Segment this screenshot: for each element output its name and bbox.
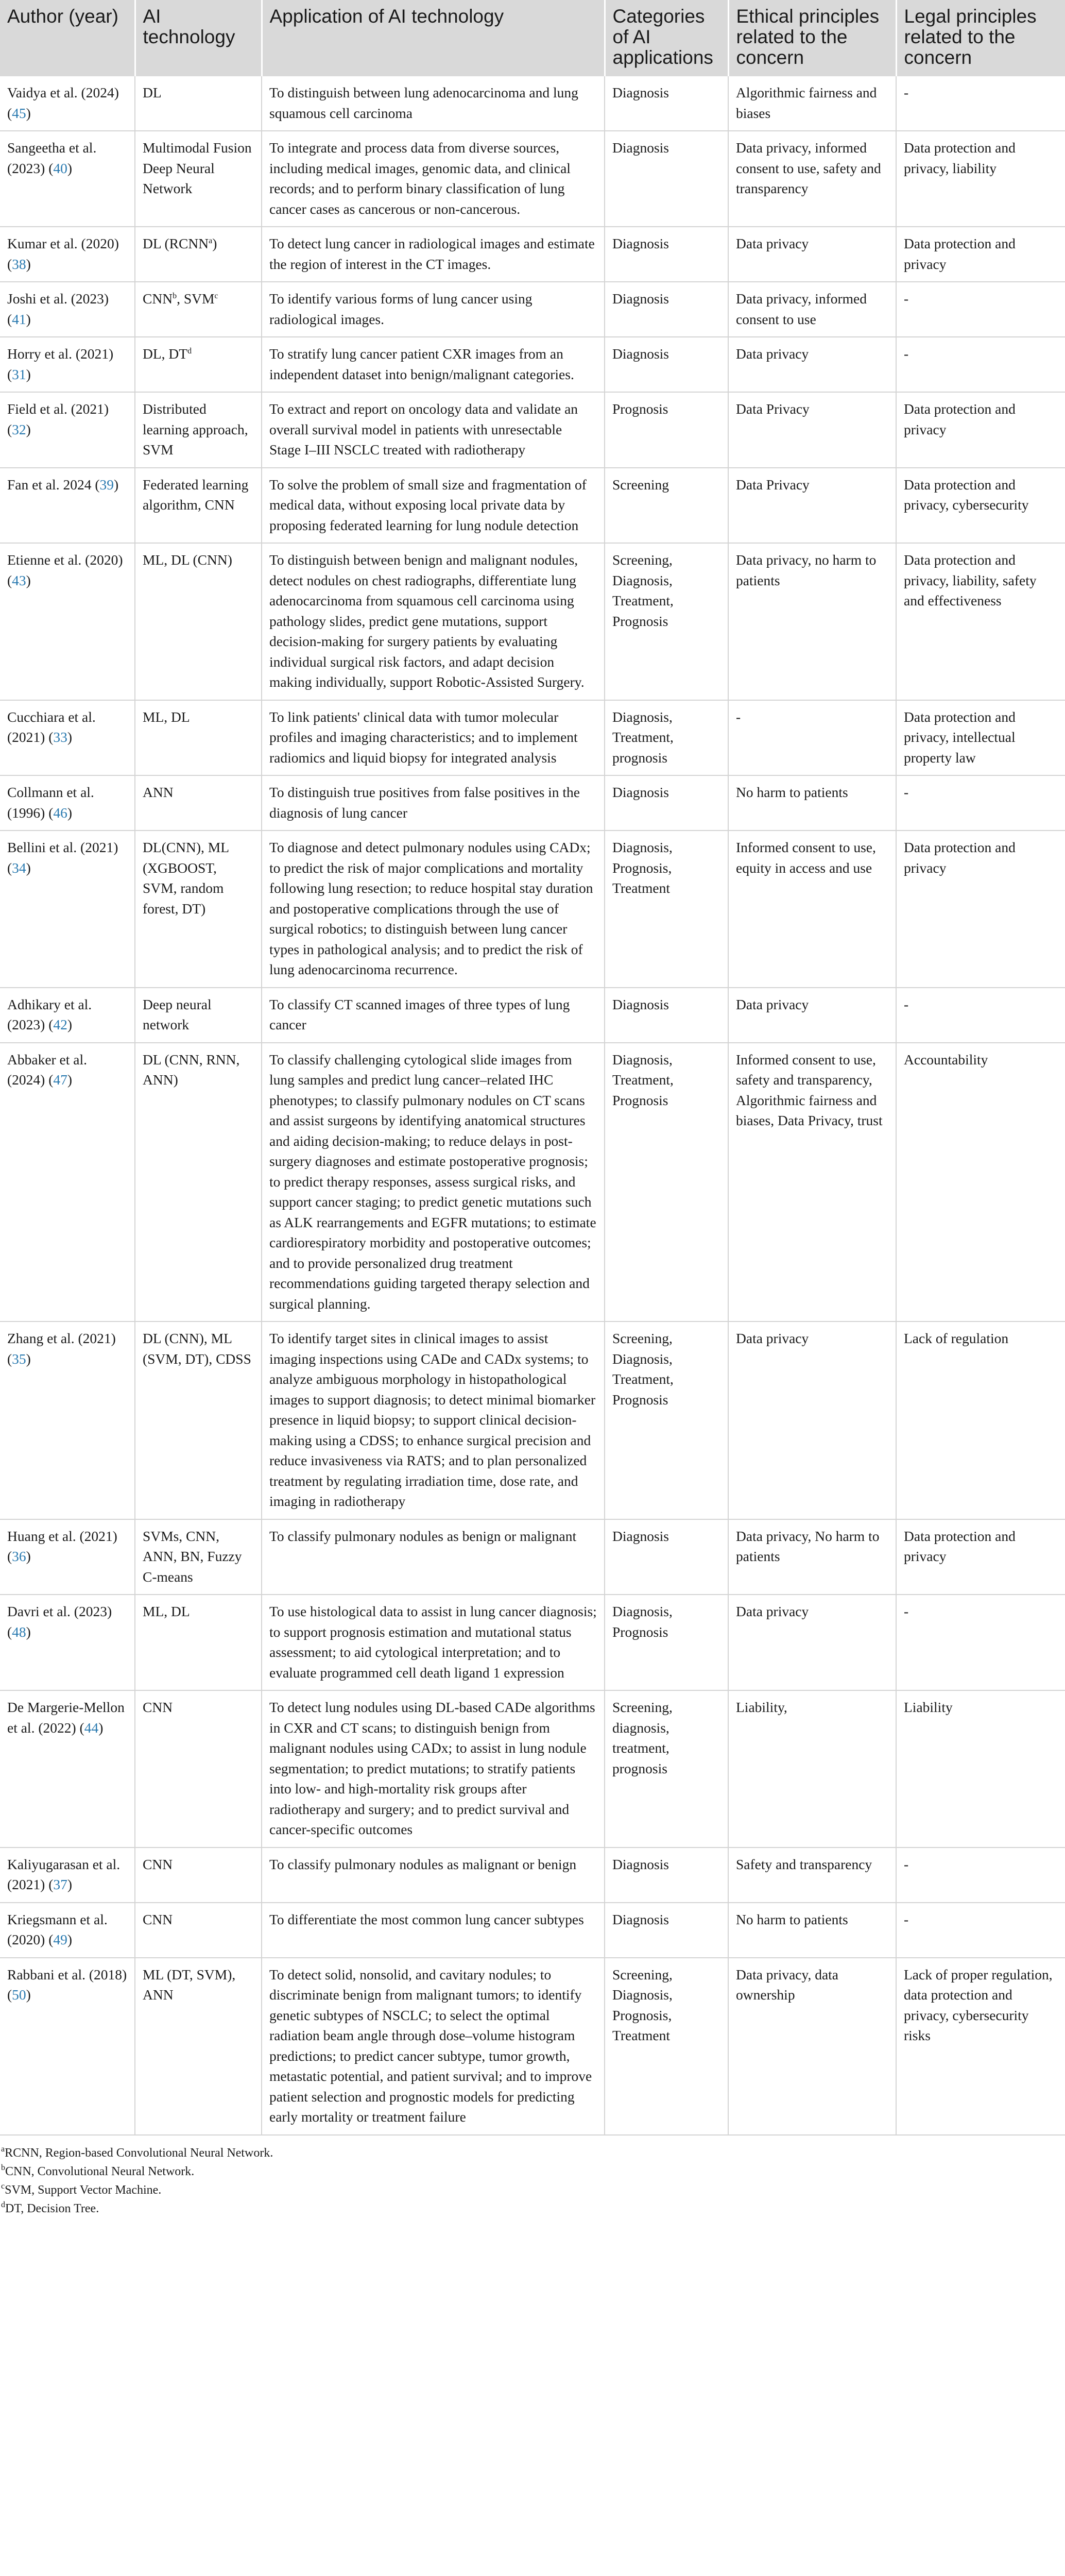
ethical-cell: No harm to patients — [728, 1903, 896, 1958]
legal-cell: Data protection and privacy, liability — [896, 131, 1065, 227]
author-name: Horry et al. (2021) — [7, 346, 114, 362]
table-row — [0, 775, 1065, 831]
author-cell: Vaidya et al. (2024) (45) — [0, 76, 135, 131]
reference-link[interactable]: 31 — [12, 366, 26, 382]
ai-technology: SVMs, CNN, ANN, BN, Fuzzy C-means — [143, 1528, 242, 1585]
author-name: Kriegsmann et al. (2020) — [7, 1911, 108, 1947]
ai-technology: CNN — [143, 1856, 173, 1872]
author-name: Zhang et al. (2021) — [7, 1330, 116, 1346]
reference-link[interactable]: 35 — [12, 1350, 26, 1367]
ethical-cell: No harm to patients — [728, 775, 896, 831]
category-cell: Diagnosis — [605, 1848, 728, 1903]
ethical-cell: Data privacy, No harm to patients — [728, 1519, 896, 1595]
footnote — [1, 2144, 1065, 2162]
ethical-cell: Data privacy — [728, 227, 896, 282]
category-cell: Screening — [605, 468, 728, 544]
application-cell: To identify target sites in clinical images to assist imaging inspections using CADe and CADx systems; to analyze ambiguous morphology in histopathological images to support diagnosis; to detect minimal biomarker presence in liquid biopsy; to support clinical decision-making using a CDSS; to enhance surgical precision and reduce invasiveness via RATS; and to plan personalized treatment by regulating irradiation time, dose rate, and imaging in radiotherapy — [262, 1321, 605, 1519]
ai-technology: Distributed learning approach, SVM — [143, 401, 248, 457]
application-cell: To diagnose and detect pulmonary nodules using CADx; to predict the risk of major complications and mortality following lung resection; to reduce hospital stay duration and postoperative complications through the use of surgical robotics; to distinguish between lung cancer types in pathological analysis; and to predict the risk of lung adenocarcinoma recurrence. — [262, 831, 605, 988]
ai-technology-cell — [135, 1595, 262, 1690]
category-cell: Diagnosis — [605, 775, 728, 831]
reference-link[interactable]: 44 — [84, 1719, 99, 1736]
ethical-cell: Data Privacy — [728, 468, 896, 544]
header-category: Categories of AI applications — [605, 0, 728, 76]
ai-technology-cell — [135, 1848, 262, 1903]
ai-technology: DL, DT — [143, 346, 188, 362]
reference-link[interactable]: 43 — [12, 572, 26, 588]
footnote-text: CNN, Convolutional Neural Network. — [5, 2164, 195, 2178]
legal-cell: Data protection and privacy — [896, 831, 1065, 988]
ai-technology-cell — [135, 775, 262, 831]
reference-link[interactable]: 37 — [53, 1876, 67, 1892]
author-name: Bellini et al. (2021) — [7, 839, 118, 855]
legal-cell: Data protection and privacy — [896, 227, 1065, 282]
author-name: Etienne et al. (2020) — [7, 552, 123, 568]
author-cell: Bellini et al. (2021) (34) — [0, 831, 135, 988]
footnote-mark: c — [1, 2181, 5, 2191]
application-cell: To classify CT scanned images of three types of lung cancer — [262, 988, 605, 1043]
table-row — [0, 1043, 1065, 1322]
author-cell: Kumar et al. (2020) (38) — [0, 227, 135, 282]
reference-link[interactable]: 50 — [12, 1987, 26, 2003]
reference-link[interactable]: 38 — [12, 256, 26, 272]
reference-link[interactable]: 39 — [99, 476, 114, 493]
category-cell: Diagnosis — [605, 227, 728, 282]
ai-technology-cell — [135, 1519, 262, 1595]
category-cell: Screening, Diagnosis, Treatment, Prognosis — [605, 543, 728, 700]
author-name: Huang et al. (2021) — [7, 1528, 117, 1544]
application-cell: To detect lung nodules using DL-based CADe algorithms in CXR and CT scans; to distinguish benign from malignant nodules using CADx; to assist in lung nodule segmentation; to predict mutations; to stratify patients into low- and high-mortality risk groups after radiotherapy and surgery; and to predict survival and cancer-specific outcomes — [262, 1690, 605, 1848]
application-cell: To integrate and process data from diverse sources, including medical images, genomic data, and clinical records; and to perform binary classification of lung cancer cases as cancerous or non-cancerous. — [262, 131, 605, 227]
footnote-text: RCNN, Region-based Convolutional Neural Network. — [5, 2146, 273, 2160]
category-cell: Screening, Diagnosis, Prognosis, Treatment — [605, 1958, 728, 2135]
footnote-mark: d — [1, 2200, 5, 2209]
author-cell: Zhang et al. (2021) (35) — [0, 1321, 135, 1519]
application-cell: To classify pulmonary nodules as malignant or benign — [262, 1848, 605, 1903]
table-row — [0, 1595, 1065, 1690]
author-name: Kumar et al. (2020) — [7, 235, 119, 251]
reference-link[interactable]: 41 — [12, 311, 26, 327]
reference-link[interactable]: 45 — [12, 105, 26, 121]
reference-link[interactable]: 46 — [53, 804, 67, 821]
author-name: Cucchiara et al. (2021) — [7, 708, 96, 745]
legal-cell: Liability — [896, 1690, 1065, 1848]
footnote-mark: d — [187, 347, 192, 355]
ethical-cell: Data privacy, informed consent to use, safety and transparency — [728, 131, 896, 227]
author-cell: Davri et al. (2023) (48) — [0, 1595, 135, 1690]
category-cell: Diagnosis — [605, 282, 728, 337]
ai-technology-cell — [135, 831, 262, 988]
author-cell: Fan et al. 2024 (39) — [0, 468, 135, 544]
reference-link[interactable]: 47 — [53, 1072, 67, 1088]
author-name: Sangeetha et al. (2023) — [7, 140, 97, 176]
legal-cell: - — [896, 1903, 1065, 1958]
author-cell: Etienne et al. (2020) (43) — [0, 543, 135, 700]
ai-technology: DL — [143, 84, 162, 100]
legal-cell: - — [896, 282, 1065, 337]
category-cell: Diagnosis, Prognosis, Treatment — [605, 831, 728, 988]
category-cell: Diagnosis, Treatment, Prognosis — [605, 1043, 728, 1322]
author-name: Kaliyugarasan et al. (2021) — [7, 1856, 121, 1892]
table-row — [0, 337, 1065, 392]
ai-technology-suffix: , SVM — [177, 291, 215, 307]
table-row — [0, 131, 1065, 227]
ai-technology-cell — [135, 1321, 262, 1519]
ai-technology: DL (RCNN — [143, 235, 209, 251]
category-cell: Diagnosis — [605, 337, 728, 392]
legal-cell: - — [896, 1848, 1065, 1903]
footnotes — [0, 2136, 1065, 2218]
application-cell: To solve the problem of small size and fragmentation of medical data, without exposing local private data by proposing federated learning for lung nodule detection — [262, 468, 605, 544]
header-application: Application of AI technology — [262, 0, 605, 76]
author-cell: Horry et al. (2021) (31) — [0, 337, 135, 392]
author-cell: Joshi et al. (2023) (41) — [0, 282, 135, 337]
footnote — [1, 2162, 1065, 2181]
table-row — [0, 700, 1065, 776]
author-name: Rabbani et al. (2018) — [7, 1966, 127, 1982]
category-cell: Diagnosis — [605, 131, 728, 227]
ethical-cell: Safety and transparency — [728, 1848, 896, 1903]
ethical-cell: Data privacy — [728, 1595, 896, 1690]
table-row — [0, 1903, 1065, 1958]
application-cell: To identify various forms of lung cancer using radiological images. — [262, 282, 605, 337]
ethical-cell: Data privacy, informed consent to use — [728, 282, 896, 337]
ethical-cell: Liability, — [728, 1690, 896, 1848]
table-row — [0, 282, 1065, 337]
header-ai-technology: AI technology — [135, 0, 262, 76]
table-row — [0, 988, 1065, 1043]
reference-link[interactable]: 32 — [12, 421, 26, 437]
legal-cell: Lack of regulation — [896, 1321, 1065, 1519]
reference-link[interactable]: 40 — [53, 160, 67, 176]
reference-link[interactable]: 36 — [12, 1548, 26, 1564]
category-cell: Diagnosis — [605, 1903, 728, 1958]
legal-cell: Data protection and privacy — [896, 392, 1065, 468]
footnote-text: SVM, Support Vector Machine. — [5, 2183, 162, 2197]
legal-cell: - — [896, 76, 1065, 131]
ai-technology-cell — [135, 1958, 262, 2135]
reference-link[interactable]: 42 — [53, 1016, 67, 1032]
footnote-text: DT, Decision Tree. — [5, 2201, 99, 2215]
header-ethical: Ethical principles related to the concern — [728, 0, 896, 76]
application-cell: To distinguish between benign and malignant nodules, detect nodules on chest radiographs, differentiate lung adenocarcinoma from squamous cell carcinoma using pathology slides, predict gene mutations, support decision-making for surgery patients by evaluating individual surgical risk factors, and adapt decision making individually, support Robotic-Assisted Surgery. — [262, 543, 605, 700]
ai-technology-cell — [135, 76, 262, 131]
application-cell: To extract and report on oncology data and validate an overall survival model in patients with unresectable Stage I–III NSCLC treated with radiotherapy — [262, 392, 605, 468]
ai-technology: Federated learning algorithm, CNN — [143, 476, 249, 513]
author-cell: Sangeetha et al. (2023) (40) — [0, 131, 135, 227]
reference-link[interactable]: 49 — [53, 1931, 67, 1947]
ethical-cell: Data privacy — [728, 988, 896, 1043]
ethical-cell: Data Privacy — [728, 392, 896, 468]
footnote — [1, 2181, 1065, 2199]
ai-technology-cell — [135, 131, 262, 227]
ai-technology: Multimodal Fusion Deep Neural Network — [143, 140, 252, 196]
legal-cell: - — [896, 775, 1065, 831]
ai-technology-cell — [135, 468, 262, 544]
table-row — [0, 1958, 1065, 2135]
ai-technology: ML, DL — [143, 708, 190, 725]
author-name: Davri et al. (2023) — [7, 1603, 112, 1619]
ethical-cell: Data privacy — [728, 337, 896, 392]
application-cell: To classify pulmonary nodules as benign or malignant — [262, 1519, 605, 1595]
table-row — [0, 392, 1065, 468]
legal-cell: Data protection and privacy, intellectual property law — [896, 700, 1065, 776]
ai-technology-cell — [135, 988, 262, 1043]
table-body — [0, 76, 1065, 2135]
table-row — [0, 1690, 1065, 1848]
author-cell: Huang et al. (2021) (36) — [0, 1519, 135, 1595]
ai-technology-cell — [135, 392, 262, 468]
application-cell: To differentiate the most common lung cancer subtypes — [262, 1903, 605, 1958]
ai-technology: DL (CNN, RNN, ANN) — [143, 1051, 240, 1088]
author-name: Field et al. (2021) — [7, 401, 109, 417]
ethical-cell: Data privacy — [728, 1321, 896, 1519]
legal-cell: Data protection and privacy, liability, safety and effectiveness — [896, 543, 1065, 700]
header-legal: Legal principles related to the concern — [896, 0, 1065, 76]
author-cell: Cucchiara et al. (2021) (33) — [0, 700, 135, 776]
ai-technology-cell — [135, 282, 262, 337]
footnote-mark: b — [1, 2163, 5, 2172]
ai-technology: Deep neural network — [143, 996, 212, 1032]
footnote — [1, 2199, 1065, 2218]
ai-technology: DL (CNN), ML (SVM, DT), CDSS — [143, 1330, 251, 1367]
ethical-cell: Data privacy, data ownership — [728, 1958, 896, 2135]
category-cell: Screening, diagnosis, treatment, prognosis — [605, 1690, 728, 1848]
author-name: Joshi et al. (2023) — [7, 291, 109, 307]
author-cell: De Margerie-Mellon et al. (2022) (44) — [0, 1690, 135, 1848]
ai-technology-cell — [135, 700, 262, 776]
table-row — [0, 831, 1065, 988]
legal-cell: Accountability — [896, 1043, 1065, 1322]
application-cell: To detect solid, nonsolid, and cavitary nodules; to discriminate benign from malignant tumors; to identify genetic subtypes of NSCLC; to select the optimal radiation beam angle through dose–volume histogram predictions; to predict cancer subtype, tumor growth, metastatic potential, and patient survival; and to improve patient selection and prognostic models for predicting early mortality or treatment failure — [262, 1958, 605, 2135]
footnote-mark: b — [173, 292, 177, 300]
application-cell: To classify challenging cytological slide images from lung samples and predict lung cancer–related IHC phenotypes; to classify pulmonary nodules on CT scans and assist surgeons by identifying anatomical structures and aiding decision-making; to reduce delays in post-surgery diagnoses and estimate postoperative prognosis; to predict therapy responses, assess surgical risks, and support cancer staging; to predict genetic mutations such as ALK rearrangements and EGFR mutations; to estimate cardiorespiratory morbidity and postoperative outcomes; and to provide personalized drug treatment recommendations guiding targeted therapy selection and surgical planning. — [262, 1043, 605, 1322]
footnote-mark: a — [1, 2144, 5, 2154]
ethical-cell: - — [728, 700, 896, 776]
ethical-cell: Informed consent to use, equity in access and use — [728, 831, 896, 988]
legal-cell: Data protection and privacy — [896, 1519, 1065, 1595]
application-cell: To distinguish between lung adenocarcinoma and lung squamous cell carcinoma — [262, 76, 605, 131]
table-row — [0, 76, 1065, 131]
legal-cell: - — [896, 1595, 1065, 1690]
category-cell: Diagnosis, Treatment, prognosis — [605, 700, 728, 776]
ai-technology: ANN — [143, 784, 174, 800]
table-row — [0, 543, 1065, 700]
ai-technology: DL(CNN), ML (XGBOOST, SVM, random forest, DT) — [143, 839, 229, 917]
ai-technology-cell — [135, 1690, 262, 1848]
legal-cell: Data protection and privacy, cybersecurity — [896, 468, 1065, 544]
header-row — [0, 0, 1065, 76]
ethical-cell: Data privacy, no harm to patients — [728, 543, 896, 700]
author-cell: Rabbani et al. (2018) (50) — [0, 1958, 135, 2135]
author-cell: Field et al. (2021) (32) — [0, 392, 135, 468]
ethical-cell: Algorithmic fairness and biases — [728, 76, 896, 131]
reference-link[interactable]: 48 — [12, 1623, 26, 1640]
category-cell: Diagnosis — [605, 1519, 728, 1595]
application-cell: To detect lung cancer in radiological images and estimate the region of interest in the CT images. — [262, 227, 605, 282]
legal-cell: - — [896, 988, 1065, 1043]
ai-technology-cell — [135, 227, 262, 282]
ai-technology-cell — [135, 1043, 262, 1322]
author-name: Abbaker et al. (2024) — [7, 1051, 87, 1088]
table-row — [0, 1848, 1065, 1903]
legal-cell: Lack of proper regulation, data protection and privacy, cybersecurity risks — [896, 1958, 1065, 2135]
table-row — [0, 1321, 1065, 1519]
author-name: Fan et al. 2024 — [7, 476, 92, 493]
ai-technology-suffix: ) — [212, 235, 217, 251]
application-cell: To use histological data to assist in lung cancer diagnosis; to support prognosis estimation and mutational status assessment; to aid cytological interpretation; and to evaluate programmed cell death ligand 1 expression — [262, 1595, 605, 1690]
application-cell: To stratify lung cancer patient CXR images from an independent dataset into benign/malignant categories. — [262, 337, 605, 392]
footnote-mark: c — [214, 292, 218, 300]
author-name: Vaidya et al. (2024) — [7, 84, 119, 100]
reference-link[interactable]: 33 — [53, 729, 67, 745]
ai-technology: ML, DL (CNN) — [143, 552, 232, 568]
author-name: Adhikary et al. (2023) — [7, 996, 92, 1032]
ai-technology-cell — [135, 543, 262, 700]
footnote-mark: a — [209, 236, 213, 245]
category-cell: Diagnosis — [605, 988, 728, 1043]
ai-technology: CNN — [143, 1699, 173, 1715]
category-cell: Diagnosis, Prognosis — [605, 1595, 728, 1690]
ai-technology: CNN — [143, 1911, 173, 1927]
author-name: Collmann et al. (1996) — [7, 784, 94, 821]
category-cell: Prognosis — [605, 392, 728, 468]
ai-technology: ML, DL — [143, 1603, 190, 1619]
application-cell: To distinguish true positives from false positives in the diagnosis of lung cancer — [262, 775, 605, 831]
table-row — [0, 1519, 1065, 1595]
application-cell: To link patients' clinical data with tumor molecular profiles and imaging characteristics; and to implement radiomics and liquid biopsy for integrated analysis — [262, 700, 605, 776]
author-cell: Kriegsmann et al. (2020) (49) — [0, 1903, 135, 1958]
ai-technology-cell — [135, 1903, 262, 1958]
ai-technology-cell — [135, 337, 262, 392]
author-cell: Adhikary et al. (2023) (42) — [0, 988, 135, 1043]
author-cell: Abbaker et al. (2024) (47) — [0, 1043, 135, 1322]
author-cell: Collmann et al. (1996) (46) — [0, 775, 135, 831]
reference-link[interactable]: 34 — [12, 859, 26, 876]
table-row — [0, 227, 1065, 282]
legal-cell: - — [896, 337, 1065, 392]
category-cell: Screening, Diagnosis, Treatment, Prognosis — [605, 1321, 728, 1519]
ethical-cell: Informed consent to use, safety and transparency, Algorithmic fairness and biases, Data Privacy, trust — [728, 1043, 896, 1322]
author-name: De Margerie-Mellon et al. (2022) — [7, 1699, 125, 1736]
category-cell: Diagnosis — [605, 76, 728, 131]
ai-technology: ML (DT, SVM), ANN — [143, 1966, 236, 2003]
ai-technology: CNN — [143, 291, 173, 307]
table-row — [0, 468, 1065, 544]
author-cell: Kaliyugarasan et al. (2021) (37) — [0, 1848, 135, 1903]
header-author: Author (year) — [0, 0, 135, 76]
